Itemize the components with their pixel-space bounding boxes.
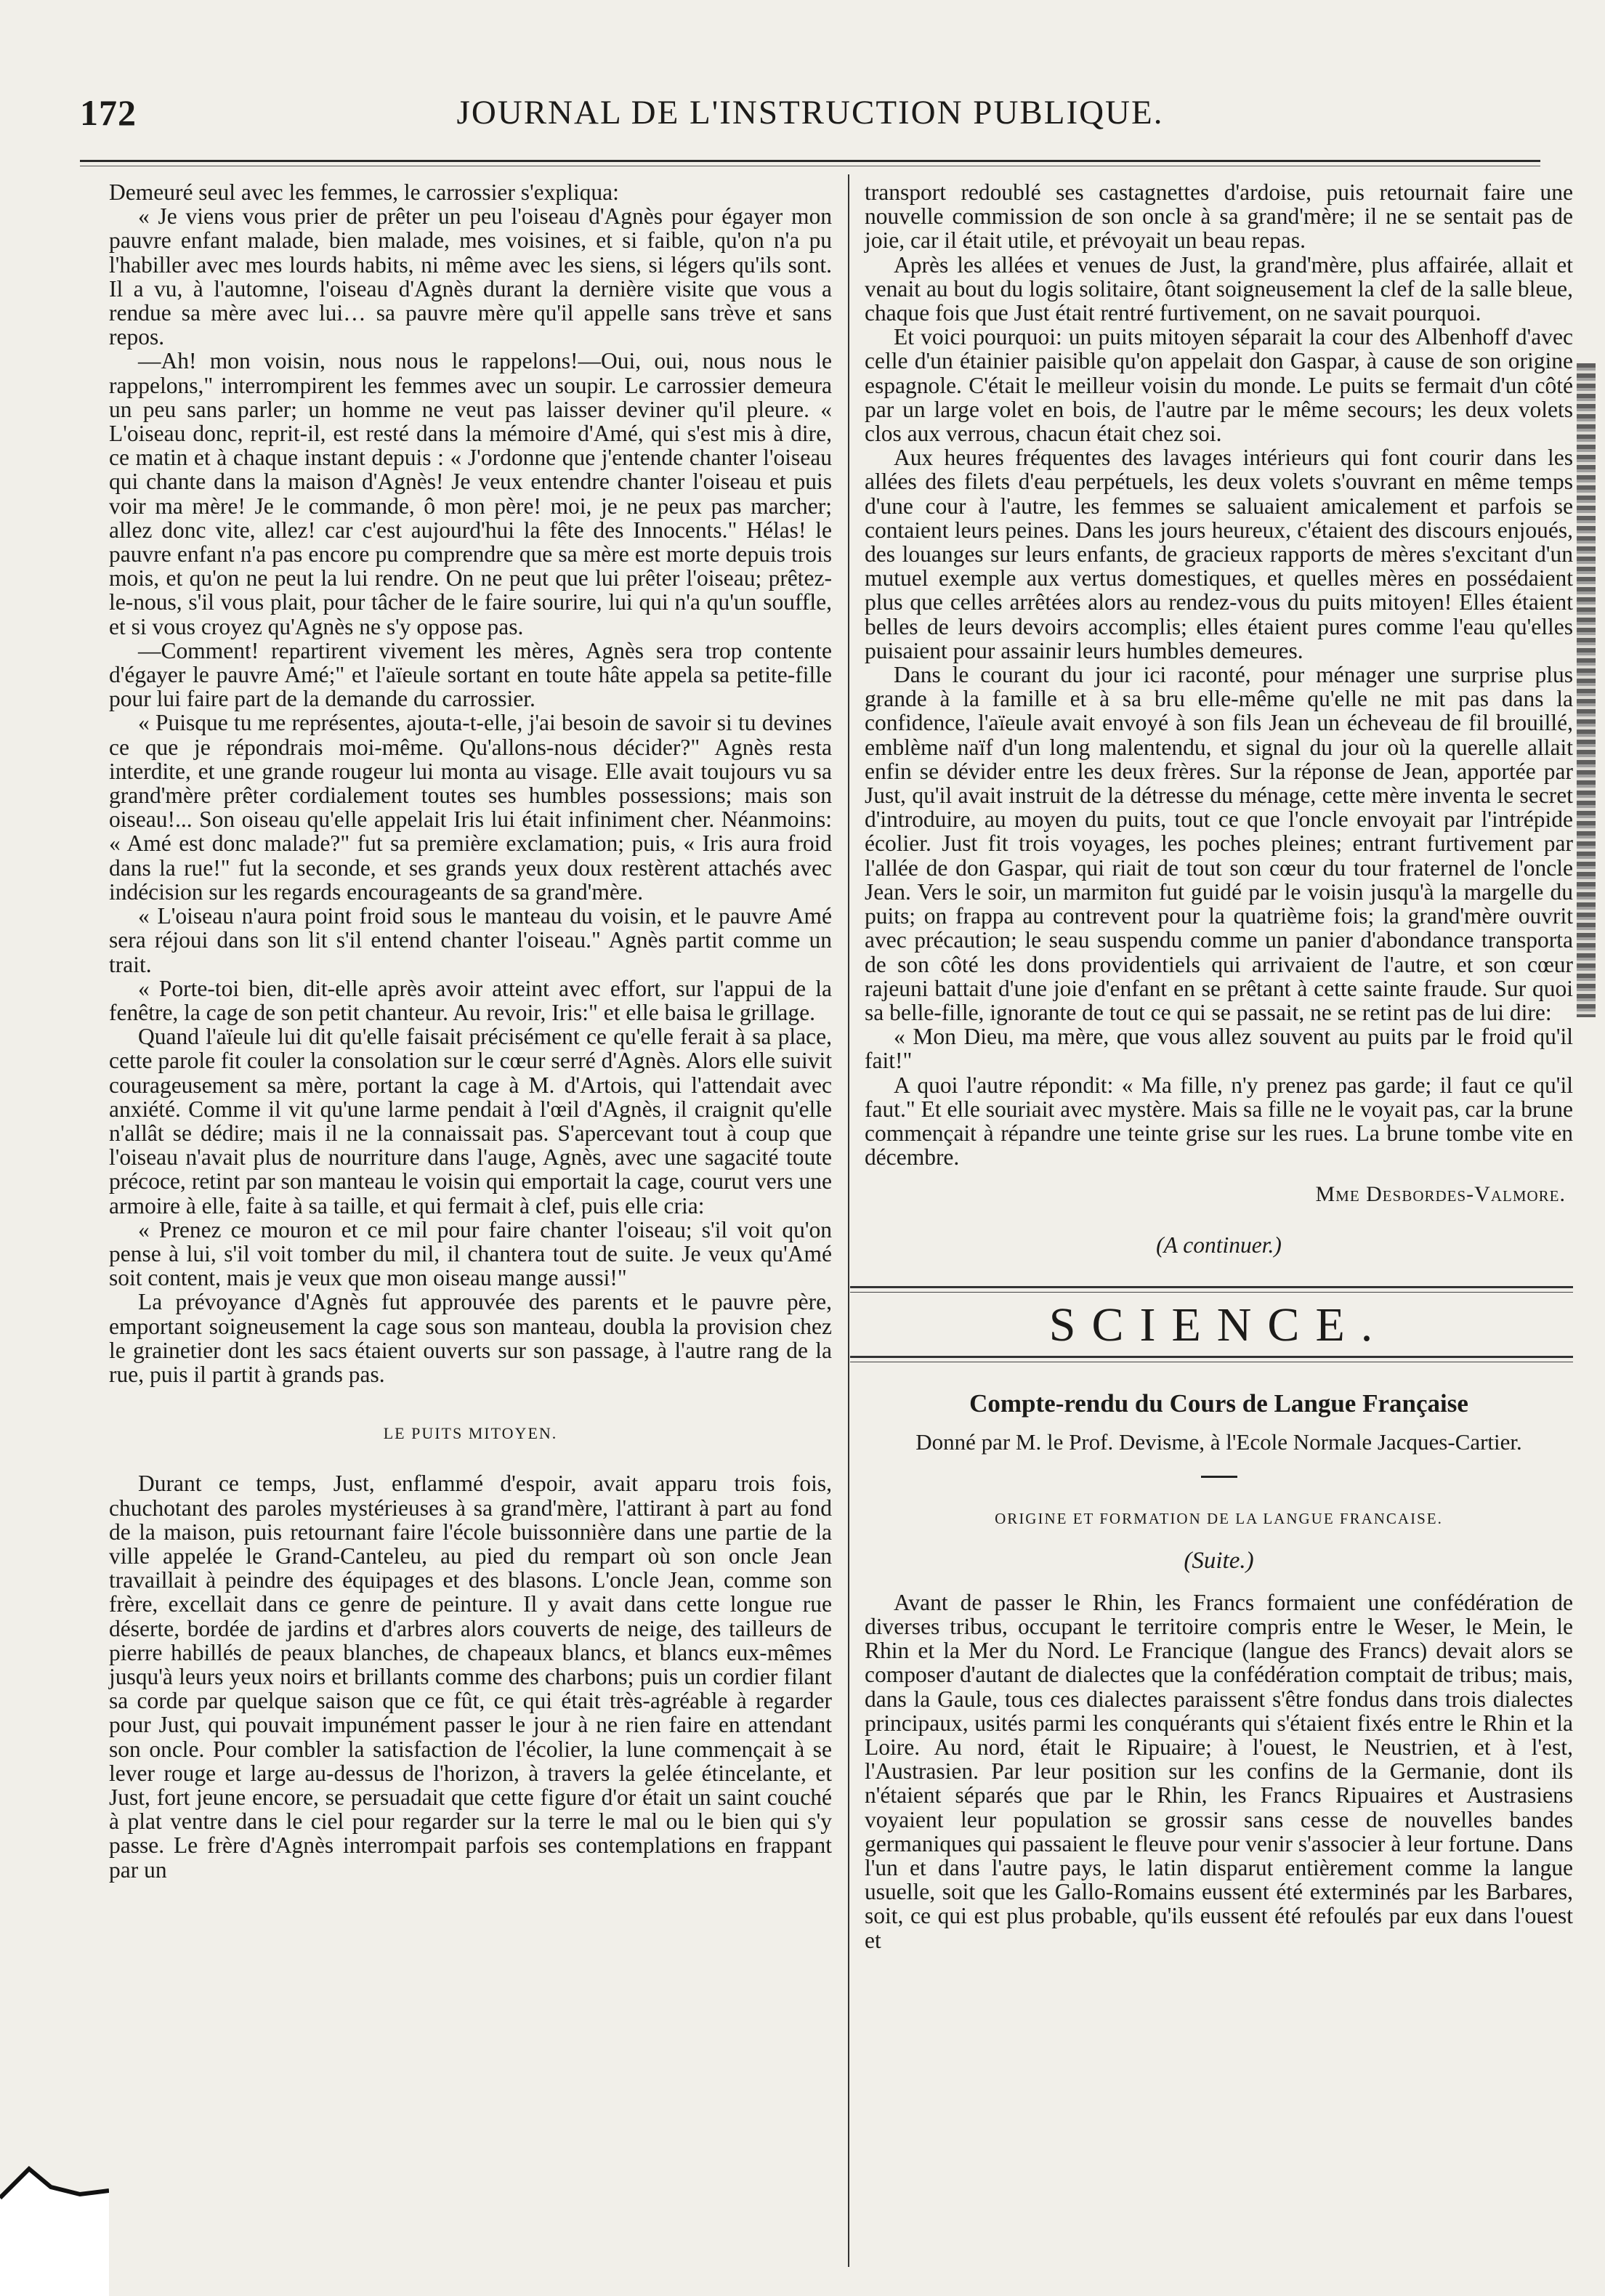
paragraph: « Puisque tu me représentes, ajouta-t-elle, j'ai besoin de savoir si tu devines ce que je répondrais moi-même. Qu'allons-nous décider?" Agnès resta interdite, et une grande rougeur lui monta au visage. Elle avait toujours vu sa grand'mère prêter cordialement toutes ses humbles possessions; mais son oiseau!... Son oiseau qu'elle appelait Iris lui était infiniment cher. Néanmoins: « Amé est donc malade?" fut sa première exclamation; puis, « Iris aura froid dans la rue!" fut la seconde, et ses grands yeux doux restèrent attachés avec indécision sur les regards encourageants de sa grand'mère.: [109, 710, 832, 905]
paragraph: Quand l'aïeule lui dit qu'elle faisait précisément ce qu'elle ferait à sa place, cette parole fit couler la consolation sur le cœur serré d'Agnès. Alors elle suivit courageusement sa mère, portant la cage à M. d'Artois, qui l'attendait avec anxiété. Comme il vit qu'une larme pendait à l'œil d'Agnès, il craignit qu'elle n'allât se dédire; mais il ne la connaissait pas. S'apercevant tout à coup que l'oiseau n'avait plus de nourriture dans l'auge, Agnès, avec une sagacité toute précoce, retint par son manteau le voisin qui emportait la cage, courut vers une armoire à elle, faite à sa taille, et qui fermait à clef, puis elle cria:: [109, 1024, 832, 1218]
column-divider: [848, 174, 849, 2267]
paragraph: « Porte-toi bien, dit-elle après avoir atteint avec effort, sur l'appui de la fenêtre, la cage de son petit chanteur. Au revoir, Iris:" et elle baisa le grillage.: [109, 975, 832, 1025]
paragraph: Aux heures fréquentes des lavages intérieurs qui font courir dans les allées des filets d'eau perpétuels, les deux volets s'ouvrant en même temps d'une cour à l'autre, les femmes se saluaient amicalement et parfois se contaient leurs peines. Dans les jours heureux, c'étaient des discours enjoués, des louanges sur leurs enfants, de gracieux rapports de mères s'excitant d'un mutuel exemple aux vertus domestiques, et quelles mères en possédaient plus que celles arrêtées alors au rendez-vous du puits mitoyen! Elles étaient belles de leurs devoirs accomplis; elles étaient pures comme l'eau qu'elles puisaient pour assainir leurs humbles demeures.: [865, 445, 1573, 663]
paragraph: « Mon Dieu, ma mère, que vous allez souvent au puits par le froid qu'il fait!": [865, 1024, 1573, 1074]
torn-corner-mark: [0, 2154, 109, 2296]
paragraph: —Ah! mon voisin, nous nous le rappelons!—Oui, oui, nous nous le rappelons," interrompirent les femmes avec un soupir. Le carrossier demeura un peu sans parler; un homme ne veut pas laisser deviner qu'il pleure. « L'oiseau donc, reprit-il, est resté dans la mémoire d'Amé, qui s'est mis à dire, ce matin et à chaque instant depuis : « J'ordonne que j'entende chanter l'oiseau qui chante dans la maison d'Agnès! Je veux entendre chanter l'oiseau et puis voir ma mère! Je le commande, ô mon père! moi, je ne peux pas marcher; allez donc vite, allez! car c'est aujourd'hui la fête des Innocents." Hélas! le pauvre enfant n'a pas encore pu comprendre que sa mère est morte depuis trois mois, et qu'on ne peut la lui rendre. On ne peut que lui prêter l'oiseau; prêtez-le-nous, s'il vous plait, pour tâcher de le faire sourire, lui qui n'a qu'un souffle, et si vous croyez qu'Agnès ne s'y oppose pas.: [109, 348, 832, 639]
paragraph: « Je viens vous prier de prêter un peu l'oiseau d'Agnès pour égayer mon pauvre enfant malade, bien malade, mes voisines, et si faible, qu'on n'a pu l'habiller avec mes lourds habits, ni même avec les siens, si légers qu'ils sont. Il a vu, à l'automne, l'oiseau d'Agnès durant la dernière visite que vous a rendue sa mère avec lui… sa pauvre mère qu'il appelle sans trève et sans repos.: [109, 203, 832, 350]
scan-edge-mark: [1577, 363, 1596, 1017]
continued-note: (A continuer.): [1156, 1232, 1282, 1258]
paragraph: —Comment! repartirent vivement les mères, Agnès sera trop contente d'égayer le pauvre Amé;" et l'aïeule sortant en toute hâte appela sa petite-fille pour lui faire part de la demande du carrossier.: [109, 637, 832, 712]
right-column: [865, 180, 1573, 1952]
paragraph: Après les allées et venues de Just, la grand'mère, plus affairée, allait et venait au bout du logis solitaire, ôtant soigneusement la clef de la salle bleue, chaque fois que Just était rentré furtivement, on ne savait pourquoi.: [865, 251, 1573, 326]
chapter-title: ORIGINE ET FORMATION DE LA LANGUE FRANCAISE.: [995, 1510, 1443, 1528]
paragraph: Et voici pourquoi: un puits mitoyen séparait la cour des Albenhoff d'avec celle d'un étainier paisible qu'on appelait don Gaspar, à cause de son origine espagnole. C'était le meilleur voisin du monde. Le puits se fermait d'un côté par un large volet en bois, de l'autre par le même secours; les deux volets clos aux verrous, chacun était chez soi.: [865, 324, 1573, 447]
paragraph: transport redoublé ses castagnettes d'ardoise, puis retournait faire une nouvelle commission de son oncle à sa grand'mère; il ne se sentait pas de joie, car il était utile, et prévoyait un beau repas.: [865, 179, 1573, 254]
paragraph: Durant ce temps, Just, enflammé d'espoir, avait apparu trois fois, chuchotant des paroles mystérieuses à sa grand'mère, l'attirant à part au fond de la maison, puis retournant faire l'école buissonnière dans une partie de la ville appelée le Grand-Canteleu, au pied du rempart où son oncle Jean travaillait à peindre des équipages et des blasons. L'oncle Jean, comme son frère, excellait dans ce genre de peinture. Il y avait dans cette longue rue déserte, bordée de jardins et d'arbres alors couverts de neige, des tailleurs de pierre habillés de peaux blanches, de chapeaux blancs, et blancs eux-mêmes jusqu'à leurs yeux noirs et brillants comme des charbons; puis un cordier filant sa corde par quelque saison que ce fût, ce qui était très-agréable à regarder pour Just, qui pouvait impunément passer le jour à ne rien faire en attendant son oncle. Pour combler la satisfaction de l'écolier, la lune commençait à se lever rouge et large au-dessus de l'horizon, à travers la gelée étincelante, et Just, fort jeune encore, se persuadait que cette figure d'or était un saint couché à plat ventre dans le ciel pour regarder sur la terre le mal ou le bien qui s'y passe. Le frère d'Agnès interrompait parfois ses contemplations en frappant par un: [109, 1471, 832, 1883]
paragraph: Demeuré seul avec les femmes, le carrossier s'expliqua:: [109, 179, 619, 205]
article-title: Compte-rendu du Cours de Langue Française: [969, 1388, 1468, 1418]
paragraph: A quoi l'autre répondit: « Ma fille, n'y prenez pas garde; il faut ce qu'il faut." Et elle souriait avec mystère. Mais sa fille ne le voyait pas, car la brune commençait à répandre une teinte grise sur les rues. La brune tombe vite en décembre.: [865, 1072, 1573, 1171]
paragraph: « Prenez ce mouron et ce mil pour faire chanter l'oiseau; s'il voit qu'on pense à lui, s'il voit tomber du mil, il chantera tout de suite. Je veux qu'Amé soit content, mais je veux que mon oiseau mange aussi!": [109, 1216, 832, 1291]
page-header: [80, 86, 1540, 137]
page-number: 172: [80, 92, 137, 133]
section-rule-top: [850, 1286, 1573, 1293]
paragraph: La prévoyance d'Agnès fut approuvée des parents et le pauvre père, emportant soigneusement la cage sous son manteau, doubla la provision chez le grainetier dont les sacs étaient ouverts sur son passage, à l'autre rang de la rue, puis il partit à grands pas.: [109, 1289, 832, 1387]
suite-note: (Suite.): [1184, 1547, 1254, 1574]
left-column: [109, 180, 832, 1882]
short-rule: [1201, 1476, 1237, 1478]
author-signature: Mme Desbordes-Valmore.: [1315, 1182, 1566, 1207]
article-subtitle: Donné par M. le Prof. Devisme, à l'Ecole Normale Jacques-Cartier.: [915, 1429, 1522, 1455]
journal-title: JOURNAL DE L'INSTRUCTION PUBLIQUE.: [456, 94, 1164, 132]
section-title: SCIENCE.: [1048, 1298, 1389, 1351]
paragraph: « L'oiseau n'aura point froid sous le manteau du voisin, et le pauvre Amé sera réjoui dans son lit s'il entend chanter l'oiseau." Agnès partit comme un trait.: [109, 903, 832, 977]
header-rule: [80, 160, 1540, 162]
subsection-heading: LE PUITS MITOYEN.: [383, 1424, 558, 1443]
paragraph: Dans le courant du jour ici raconté, pour ménager une surprise plus grande à la famille et à sa bru elle-même qu'elle ne mit pas dans la confidence, l'aïeule avait envoyé à son fils Jean un écheveau de fil brouillé, emblème naïf d'un long malentendu, et signal du jour où la querelle allait enfin se dévider entre les deux frères. Sur la réponse de Jean, apportée par Just, qu'il avait instruit de la détresse du ménage, cette mère inventa le secret d'introduire, au moyen du puits, tout ce que l'oncle envoyait par l'intrépide écolier. Just fit trois voyages, les poches pleines; entrant furtivement par l'allée de don Gaspar, qui riait de tout son cœur du tour fraternel de l'oncle Jean. Vers le soir, un marmiton fut guidé par le voisin jusqu'à la margelle du puits; on frappa au contrevent pour la quatrième fois; la grand'mère ouvrit avec précaution; le seau suspendu comme un panier d'abondance transporta de son côté les dons providentiels qui arrivaient de l'autre, et son cœur rajeuni battait d'une joie d'enfant en se prêtant à cette sainte fraude. Sur quoi sa belle-fille, ignorante de tout ce qui se passait, ne se retint pas de lui dire:: [865, 662, 1573, 1025]
paragraph: Avant de passer le Rhin, les Francs formaient une confédération de diverses tribus, occupant le territoire compris entre le Weser, le Mein, le Rhin et la Mer du Nord. Le Francique (langue des Francs) devait alors se composer d'autant de dialectes que la confédération comptait de tribus; mais, dans la Gaule, tous ces dialectes paraissent s'être fondus dans trois dialectes principaux, usités parmi les conquérants qui s'étaient fixés entre le Rhin et la Loire. Au nord, était le Ripuaire; à l'ouest, le Neustrien, et à l'est, l'Austrasien. Par leur position sur les confins de la Germanie, dont ils n'étaient séparés que par le Rhin, les Francs Ripuaires et Austrasiens voyaient leur population se grossir sans cesse de nouvelles bandes germaniques qui passaient le fleuve pour venir s'associer à leur fortune. Dans l'un et dans l'autre pays, le latin disparut entièrement comme la langue usuelle, soit que les Gallo-Romains eussent été exterminés par les Barbares, soit, ce qui est plus probable, qu'ils eussent été refoulés par eux dans l'ouest et: [865, 1589, 1573, 1953]
section-rule-bottom: [850, 1356, 1573, 1362]
